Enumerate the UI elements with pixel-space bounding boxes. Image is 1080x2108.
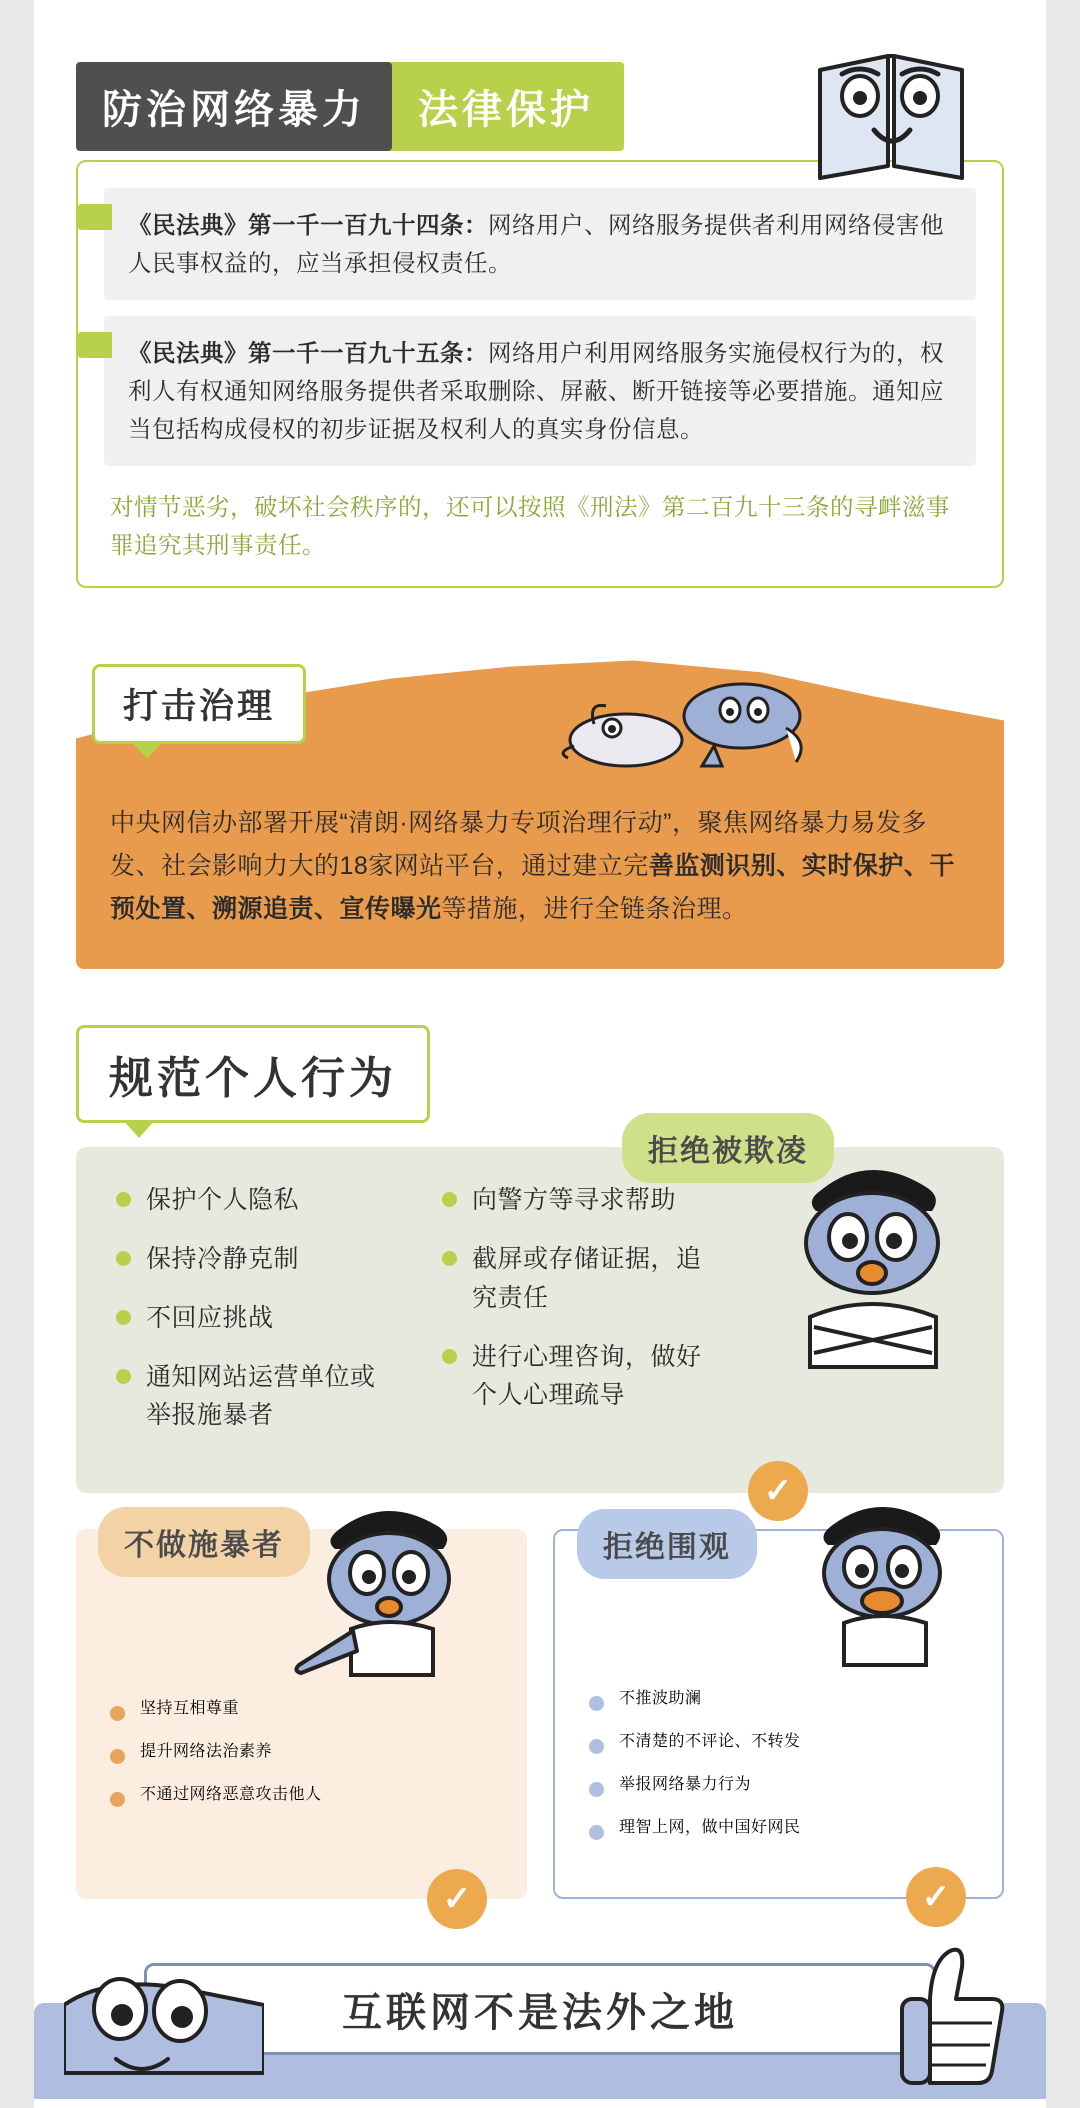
law-item: [104, 316, 976, 466]
eyes-mascot: [64, 1953, 264, 2093]
list-item: 理智上网，做中国好网民: [589, 1814, 972, 1837]
crackdown-body: [76, 772, 1004, 969]
open-book-icon: [802, 34, 982, 184]
law-item-lead: 《民法典》第一千一百九十四条：: [128, 212, 488, 238]
list-item: 提升网络法治素养: [110, 1738, 497, 1761]
crackdown-text-2: 善监测识别、实时保护、干预处置、溯源追责、宣传曝光: [110, 852, 955, 924]
list-item: 进行心理咨询，做好个人心理疏导: [442, 1338, 724, 1416]
check-badge: ✓: [427, 1869, 487, 1929]
list-item: 通知网站运营单位或举报施暴者: [116, 1358, 398, 1436]
norms-title: 规范个人行为: [76, 1025, 430, 1123]
crackdown-text-1: 中央网信办部署开展“清朗·网络暴力专项治理行动”，聚焦网络暴力易发多发、社会影响力大的18家网站平台，通过建立完: [110, 809, 927, 881]
thumbs-up-icon: [892, 1937, 1012, 2097]
page-title-secondary: 法律保护: [372, 62, 624, 151]
card-refuse-bullying: [76, 1135, 1004, 1511]
law-item-text: 网络用户、网络服务提供者利用网络侵害他人民事权益的，应当承担侵权责任。: [128, 212, 944, 277]
law-item-text: 网络用户利用网络服务实施侵权行为的，权利人有权通知网络服务提供者采取删除、屏蔽、断开链接等必要措施。通知应当包括构成侵权的初步证据及权利人的真实身份信息。: [128, 340, 944, 443]
list-item: 向警方等寻求帮助: [442, 1181, 724, 1220]
section-personal-norms: [76, 1025, 1004, 1919]
list-item: 截屏或存储证据，追究责任: [442, 1240, 724, 1318]
page-title-primary: 防治网络暴力: [76, 62, 392, 151]
crackdown-label: 打击治理: [92, 664, 306, 744]
check-badge: ✓: [748, 1461, 808, 1521]
list-item: 不通过网络恶意攻击他人: [110, 1781, 497, 1804]
shouting-mascot: [790, 1477, 980, 1667]
mouse-and-hand-mascot: [534, 662, 834, 792]
header: [76, 60, 1004, 152]
list-item: 不回应挑战: [116, 1299, 398, 1338]
footer-slogan: 互联网不是法外之地: [144, 1963, 936, 2055]
list-item: 坚持互相尊重: [110, 1695, 497, 1718]
norms-two-column: [76, 1529, 1004, 1919]
footer-banner: [34, 1929, 1046, 2099]
pointing-mascot: [293, 1479, 493, 1679]
list-item: 不清楚的不评论、不转发: [589, 1728, 972, 1751]
law-note: 对情节恶劣，破坏社会秩序的，还可以按照《刑法》第二百九十三条的寻衅滋事罪追究其刑事责任。: [110, 494, 950, 559]
check-badge: ✓: [906, 1867, 966, 1927]
law-tab-marker: [78, 332, 112, 358]
section-crackdown: [76, 642, 1004, 969]
pill-refuse-bystanding: 拒绝围观: [577, 1509, 757, 1579]
crackdown-text-3: 等措施，进行全链条治理。: [441, 895, 748, 924]
list-item: 不推波助澜: [589, 1685, 972, 1708]
law-card: [76, 160, 1004, 588]
law-item-lead: 《民法典》第一千一百九十五条：: [128, 340, 488, 367]
bullets-column-left: [116, 1181, 398, 1455]
pill-refuse-bullying: 拒绝被欺凌: [622, 1113, 834, 1183]
poster-inner: [34, 0, 1046, 2099]
law-item: [104, 188, 976, 300]
card-not-abuser: [76, 1529, 527, 1919]
poster: [34, 0, 1046, 2108]
pill-not-abuser: 不做施暴者: [98, 1507, 310, 1577]
list-item: 保护个人隐私: [116, 1181, 398, 1220]
card-refuse-bystanding: [553, 1529, 1004, 1917]
list-item: 保持冷静克制: [116, 1240, 398, 1279]
bullets-column-right: [442, 1181, 724, 1455]
law-tab-marker: [78, 204, 112, 230]
list-item: 举报网络暴力行为: [589, 1771, 972, 1794]
